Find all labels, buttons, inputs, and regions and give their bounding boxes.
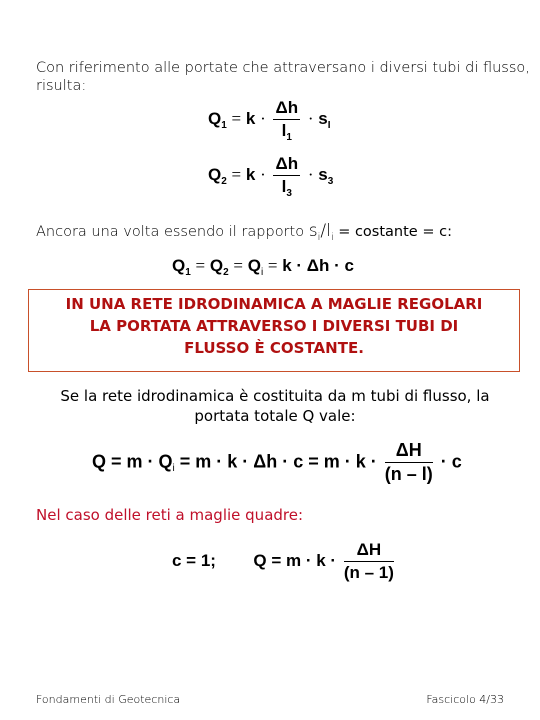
footer-left: Fondamenti di Geotecnica (36, 693, 181, 706)
intro-line-1: Con riferimento alle portate che attraversano i diversi tubi di flusso, (36, 60, 530, 76)
fraction-dh-l1: $\frac{\Delta h}{l_1}$ (275, 98, 299, 143)
highlight-line-3: FLUSSO È COSTANTE. (184, 339, 364, 357)
highlight-box (28, 289, 520, 372)
intro-line-2: risulta: (36, 78, 87, 94)
equation-q1: $Q_1 = k$ · $\frac{\Delta h}{l_1}$ · $s_I$ (208, 98, 331, 143)
equation-q2: $Q_2 = k$ · $\frac{\Delta h}{l_3}$ · $s_3$ (208, 154, 334, 199)
total-line-1: Se la rete idrodinamica è costituita da m tubi di flusso, la (60, 387, 490, 405)
fraction-dh-l3: $\frac{\Delta h}{l_3}$ (275, 154, 299, 199)
total-line-2: portata totale Q vale: (194, 407, 356, 425)
highlight-line-1: IN UNA RETE IDRODINAMICA A MAGLIE REGOLARI (65, 295, 483, 313)
fraction-dh-n-minus-l: $\frac{\Delta H}{(n - l)}$ (384, 440, 433, 484)
total-flow-text (30, 386, 520, 426)
equation-square-mesh: c = 1; Q = m · k · $\frac{\Delta H}{(n - 1)}$ (172, 540, 394, 582)
highlight-line-2: LA PORTATA ATTRAVERSO I DIVERSI TUBI DI (89, 317, 459, 335)
equation-total-q: $Q = m \cdot Q_i = m \cdot k \cdot \Delta h \cdot c = m \cdot k$ · $\frac{\Delta H}{(n - l)}$ · c (92, 440, 462, 484)
footer-right: Fascicolo 4/33 (426, 693, 504, 706)
intro-text (36, 59, 530, 95)
equation-q-equal: $Q_1 = Q_2 = Q_i = k \cdot \Delta h \cdot c$ (172, 256, 354, 278)
fraction-dh-n-minus-1: $\frac{\Delta H}{(n - 1)}$ (343, 540, 394, 582)
square-mesh-note: Nel caso delle reti a maglie quadre: (36, 506, 304, 524)
ratio-sentence: Ancora una volta essendo il rapporto $s_i/l_i$ = costante = c: (36, 221, 452, 243)
